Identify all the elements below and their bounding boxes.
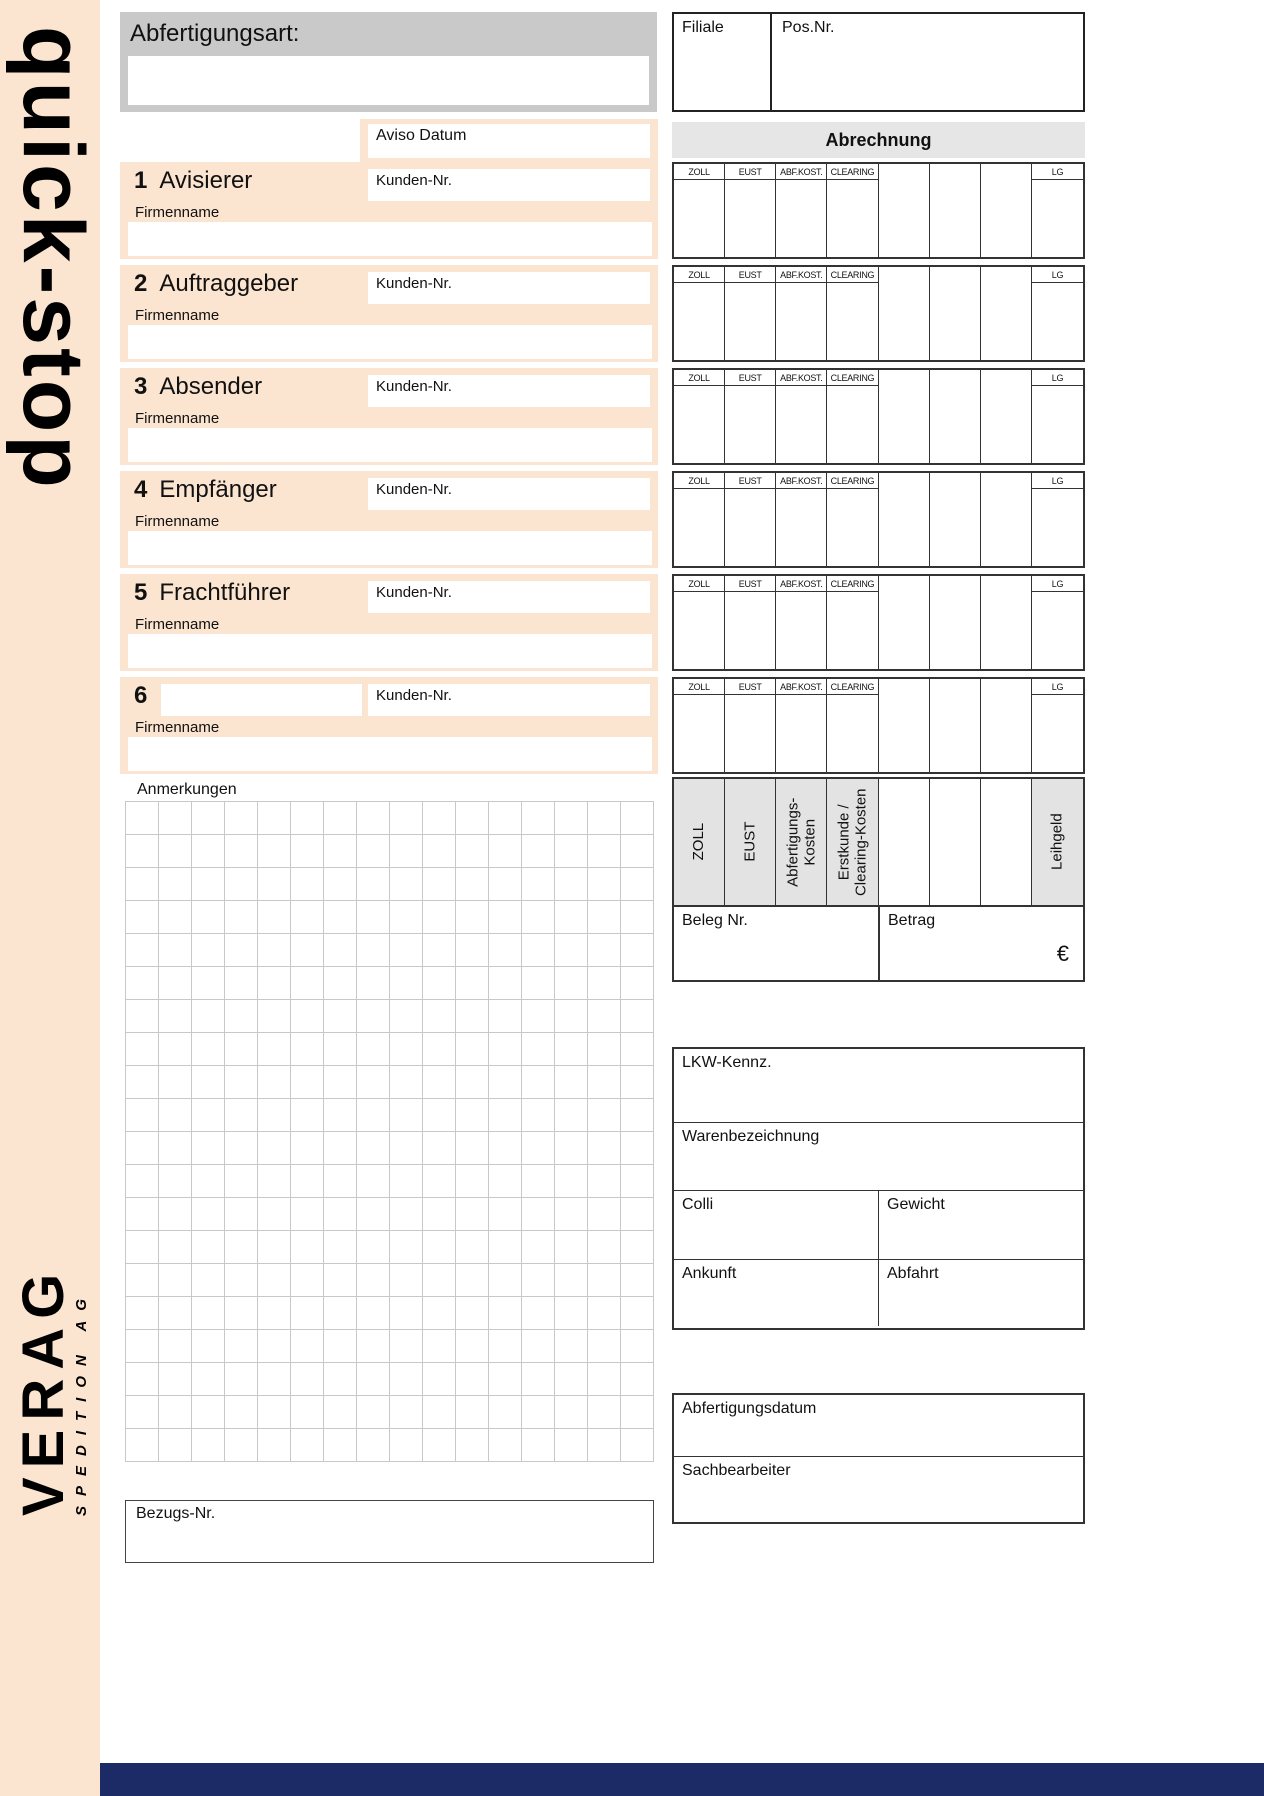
section-title — [120, 265, 368, 299]
abrechnung-col-header: ZOLL — [674, 370, 724, 386]
abrechnung-cell-lg[interactable] — [1032, 267, 1083, 360]
kunden-nr-field[interactable] — [368, 375, 650, 407]
abrechnung-cell-zoll[interactable] — [674, 164, 725, 257]
aviso-datum-box — [360, 119, 658, 163]
abrechnung-row-1 — [672, 162, 1085, 259]
abrechnung-cell-blank[interactable] — [879, 267, 930, 360]
abrechnung-cell-blank[interactable] — [879, 576, 930, 669]
abrechnung-cell-blank[interactable] — [981, 164, 1032, 257]
section-number: 5 — [134, 579, 148, 606]
vertical-label: Abfertigungs- Kosten — [784, 797, 819, 887]
ankunft-field[interactable] — [674, 1260, 879, 1326]
abrechnung-col-header: ZOLL — [674, 267, 724, 283]
section-number: 1 — [134, 167, 148, 194]
abrechnung-cell-clearing[interactable] — [827, 267, 878, 360]
abrechnung-rows — [672, 162, 1085, 780]
gewicht-field[interactable] — [879, 1191, 1083, 1259]
section-6 — [120, 677, 658, 774]
section-title — [120, 574, 368, 608]
firmenname-label: Firmenname — [135, 513, 220, 530]
firmenname-field[interactable] — [128, 634, 652, 668]
kunden-nr-label: Kunden-Nr. — [376, 275, 452, 292]
shipment-box — [672, 1047, 1085, 1330]
section-1 — [120, 162, 658, 259]
section-number: 6 — [134, 682, 148, 709]
abrechnung-footer-abfertigungs-kosten — [776, 779, 827, 905]
abrechnung-col-header: EUST — [725, 473, 775, 489]
beleg-nr-label: Beleg Nr. — [682, 912, 748, 929]
vertical-label: EUST — [741, 821, 759, 863]
abrechnung-col-header: EUST — [725, 370, 775, 386]
abfahrt-field[interactable] — [879, 1260, 1083, 1326]
section-number: 4 — [134, 476, 148, 503]
firmenname-label: Firmenname — [135, 204, 220, 221]
gewicht-label: Gewicht — [887, 1196, 945, 1213]
section-name: Frachtführer — [159, 579, 291, 606]
vertical-label: Leihgeld — [1048, 813, 1066, 871]
abrechnung-cell-clearing[interactable] — [827, 679, 878, 772]
abrechnung-cell-clearing[interactable] — [827, 370, 878, 463]
filiale-posnr-box — [672, 12, 1085, 112]
abrechnung-header: Abrechnung — [672, 122, 1085, 158]
abrechnung-footer-blank[interactable] — [930, 779, 981, 905]
warenbezeichnung-label: Warenbezeichnung — [682, 1128, 820, 1145]
beleg-betrag-row — [672, 905, 1085, 982]
abrechnung-cell-lg[interactable] — [1032, 164, 1083, 257]
section-name: Auftraggeber — [159, 270, 299, 297]
anmerkungen-label: Anmerkungen — [137, 781, 237, 798]
abrechnung-cell-blank[interactable] — [981, 679, 1032, 772]
firmenname-label: Firmenname — [135, 616, 220, 633]
abrechnung-cell-eust[interactable] — [725, 679, 776, 772]
bezugs-nr-field[interactable] — [125, 1500, 654, 1563]
abrechnung-cell-lg[interactable] — [1032, 679, 1083, 772]
abrechnung-col-header: ABF.KOST. — [776, 576, 826, 592]
abrechnung-cell-zoll[interactable] — [674, 679, 725, 772]
abfertigungsart-label: Abfertigungsart: — [130, 20, 300, 47]
kunden-nr-field[interactable] — [368, 169, 650, 201]
abrechnung-cell-abfkost[interactable] — [776, 473, 827, 566]
ankunft-label: Ankunft — [682, 1265, 737, 1282]
abrechnung-col-header: CLEARING — [827, 576, 877, 592]
abrechnung-col-header: ZOLL — [674, 576, 724, 592]
section-title — [120, 162, 368, 196]
abrechnung-cell-eust[interactable] — [725, 576, 776, 669]
abrechnung-row-4 — [672, 471, 1085, 568]
abrechnung-cell-blank[interactable] — [981, 370, 1032, 463]
abrechnung-row-3 — [672, 368, 1085, 465]
abrechnung-cell-zoll[interactable] — [674, 473, 725, 566]
kunden-nr-label: Kunden-Nr. — [376, 481, 452, 498]
abrechnung-cell-lg[interactable] — [1032, 473, 1083, 566]
kunden-nr-field[interactable] — [368, 272, 650, 304]
abrechnung-cell-blank[interactable] — [930, 164, 981, 257]
abrechnung-footer-erstkunde-clearing-kosten — [827, 779, 878, 905]
abrechnung-col-header: LG — [1032, 370, 1083, 386]
ankunft-abfahrt-row — [674, 1260, 1083, 1326]
firmenname-field[interactable] — [128, 222, 652, 256]
abrechnung-cell-abfkost[interactable] — [776, 164, 827, 257]
abrechnung-row-2 — [672, 265, 1085, 362]
abrechnung-col-header: ZOLL — [674, 473, 724, 489]
abrechnung-cell-zoll[interactable] — [674, 370, 725, 463]
pos-nr-field[interactable] — [772, 14, 1083, 110]
firmenname-field[interactable] — [128, 428, 652, 462]
kunden-nr-label: Kunden-Nr. — [376, 584, 452, 601]
lkw-kennz-field[interactable] — [674, 1049, 1083, 1123]
abrechnung-col-header: ABF.KOST. — [776, 473, 826, 489]
abrechnung-col-header: LG — [1032, 164, 1083, 180]
abrechnung-footer-zoll — [674, 779, 725, 905]
abrechnung-cell-zoll[interactable] — [674, 576, 725, 669]
section-name: Avisierer — [159, 167, 253, 194]
abrechnung-col-header: ZOLL — [674, 164, 724, 180]
abrechnung-col-header: ABF.KOST. — [776, 267, 826, 283]
kunden-nr-label: Kunden-Nr. — [376, 687, 452, 704]
abrechnung-row-5 — [672, 574, 1085, 671]
section-title — [120, 368, 368, 402]
abrechnung-cell-blank[interactable] — [879, 473, 930, 566]
abrechnung-col-header: EUST — [725, 164, 775, 180]
abrechnung-footer-labels — [672, 777, 1085, 907]
abrechnung-col-header: CLEARING — [827, 164, 877, 180]
section-title-input[interactable] — [161, 684, 362, 716]
party-sections — [120, 162, 658, 780]
abrechnung-cell-eust[interactable] — [725, 267, 776, 360]
brand-vertical-text: quick-stop — [5, 26, 101, 491]
colli-gewicht-row — [674, 1191, 1083, 1260]
abrechnung-cell-eust[interactable] — [725, 164, 776, 257]
abrechnung-cell-blank[interactable] — [930, 679, 981, 772]
abfertigungsdatum-field[interactable] — [674, 1395, 1083, 1457]
abrechnung-footer-blank[interactable] — [879, 779, 930, 905]
warenbezeichnung-field[interactable] — [674, 1123, 1083, 1191]
abrechnung-cell-blank[interactable] — [930, 267, 981, 360]
vertical-label: ZOLL — [690, 823, 708, 861]
abrechnung-cell-blank[interactable] — [930, 576, 981, 669]
abrechnung-footer-leihgeld — [1032, 779, 1083, 905]
abrechnung-cell-blank[interactable] — [879, 370, 930, 463]
betrag-label: Betrag — [888, 912, 936, 929]
processing-box — [672, 1393, 1085, 1524]
section-name: Absender — [159, 373, 263, 400]
abrechnung-col-header: CLEARING — [827, 370, 877, 386]
abrechnung-cell-lg[interactable] — [1032, 576, 1083, 669]
section-title — [120, 471, 368, 505]
abrechnung-cell-abfkost[interactable] — [776, 267, 827, 360]
abrechnung-col-header: LG — [1032, 679, 1083, 695]
sachbearbeiter-field[interactable] — [674, 1457, 1083, 1485]
abrechnung-col-header: LG — [1032, 267, 1083, 283]
section-number: 3 — [134, 373, 148, 400]
abfahrt-label: Abfahrt — [887, 1265, 939, 1282]
sachbearbeiter-label: Sachbearbeiter — [682, 1462, 791, 1479]
abrechnung-cell-clearing[interactable] — [827, 576, 878, 669]
abrechnung-col-header: EUST — [725, 576, 775, 592]
anmerkungen-grid[interactable] — [125, 801, 654, 1462]
firmenname-field[interactable] — [128, 737, 652, 771]
abrechnung-col-header: ZOLL — [674, 679, 724, 695]
bottom-accent-bar — [100, 1763, 1264, 1796]
bezugs-nr-label: Bezugs-Nr. — [136, 1505, 216, 1522]
abrechnung-cell-zoll[interactable] — [674, 267, 725, 360]
abrechnung-col-header: ABF.KOST. — [776, 370, 826, 386]
firmenname-label: Firmenname — [135, 307, 220, 324]
abrechnung-cell-abfkost[interactable] — [776, 576, 827, 669]
aviso-datum-label: Aviso Datum — [376, 127, 467, 144]
verag-logo-name: VERAG — [11, 1264, 76, 1516]
kunden-nr-field[interactable] — [368, 684, 650, 716]
abrechnung-cell-abfkost[interactable] — [776, 679, 827, 772]
abrechnung-cell-abfkost[interactable] — [776, 370, 827, 463]
abrechnung-cell-blank[interactable] — [981, 473, 1032, 566]
abrechnung-col-header: CLEARING — [827, 267, 877, 283]
abrechnung-footer-eust — [725, 779, 776, 905]
abrechnung-cell-blank[interactable] — [981, 576, 1032, 669]
abrechnung-cell-blank[interactable] — [879, 164, 930, 257]
kunden-nr-field[interactable] — [368, 478, 650, 510]
aviso-datum-field[interactable] — [368, 124, 650, 158]
abrechnung-col-header: EUST — [725, 267, 775, 283]
abrechnung-col-header: ABF.KOST. — [776, 164, 826, 180]
section-3 — [120, 368, 658, 465]
betrag-field[interactable] — [880, 907, 1083, 980]
abrechnung-col-header: LG — [1032, 576, 1083, 592]
abrechnung-row-6 — [672, 677, 1085, 774]
abrechnung-col-header: EUST — [725, 679, 775, 695]
abrechnung-cell-clearing[interactable] — [827, 164, 878, 257]
firmenname-label: Firmenname — [135, 719, 220, 736]
abrechnung-col-header: ABF.KOST. — [776, 679, 826, 695]
section-5 — [120, 574, 658, 671]
abrechnung-cell-eust[interactable] — [725, 370, 776, 463]
abrechnung-cell-lg[interactable] — [1032, 370, 1083, 463]
abrechnung-col-header: CLEARING — [827, 679, 877, 695]
abfertigungsdatum-label: Abfertigungsdatum — [682, 1400, 817, 1417]
section-4 — [120, 471, 658, 568]
abfertigungsart-input[interactable] — [128, 56, 649, 105]
filiale-field[interactable] — [674, 14, 772, 110]
pos-nr-label: Pos.Nr. — [782, 19, 835, 36]
kunden-nr-field[interactable] — [368, 581, 650, 613]
colli-field[interactable] — [674, 1191, 879, 1259]
firmenname-label: Firmenname — [135, 410, 220, 427]
abrechnung-cell-eust[interactable] — [725, 473, 776, 566]
section-number: 2 — [134, 270, 148, 297]
lkw-kennz-label: LKW-Kennz. — [682, 1054, 772, 1071]
firmenname-field[interactable] — [128, 531, 652, 565]
abrechnung-cell-clearing[interactable] — [827, 473, 878, 566]
abrechnung-cell-blank[interactable] — [879, 679, 930, 772]
abrechnung-cell-blank[interactable] — [930, 370, 981, 463]
kunden-nr-label: Kunden-Nr. — [376, 172, 452, 189]
euro-symbol: € — [1056, 941, 1069, 966]
abrechnung-cell-blank[interactable] — [930, 473, 981, 566]
abrechnung-col-header: LG — [1032, 473, 1083, 489]
section-name: Empfänger — [159, 476, 277, 503]
abrechnung-cell-blank[interactable] — [981, 267, 1032, 360]
abrechnung-col-header: CLEARING — [827, 473, 877, 489]
filiale-label: Filiale — [682, 19, 724, 36]
firmenname-field[interactable] — [128, 325, 652, 359]
abfertigungsart-box — [120, 12, 657, 112]
kunden-nr-label: Kunden-Nr. — [376, 378, 452, 395]
abrechnung-footer-blank[interactable] — [981, 779, 1032, 905]
vertical-label: Erstkunde / Clearing-Kosten — [835, 788, 870, 896]
verag-logo-subtitle: SPEDITION AG — [73, 1289, 91, 1516]
section-title — [120, 677, 368, 716]
beleg-nr-field[interactable] — [674, 907, 880, 980]
verag-logo — [11, 1216, 91, 1516]
section-2 — [120, 265, 658, 362]
colli-label: Colli — [682, 1196, 714, 1213]
